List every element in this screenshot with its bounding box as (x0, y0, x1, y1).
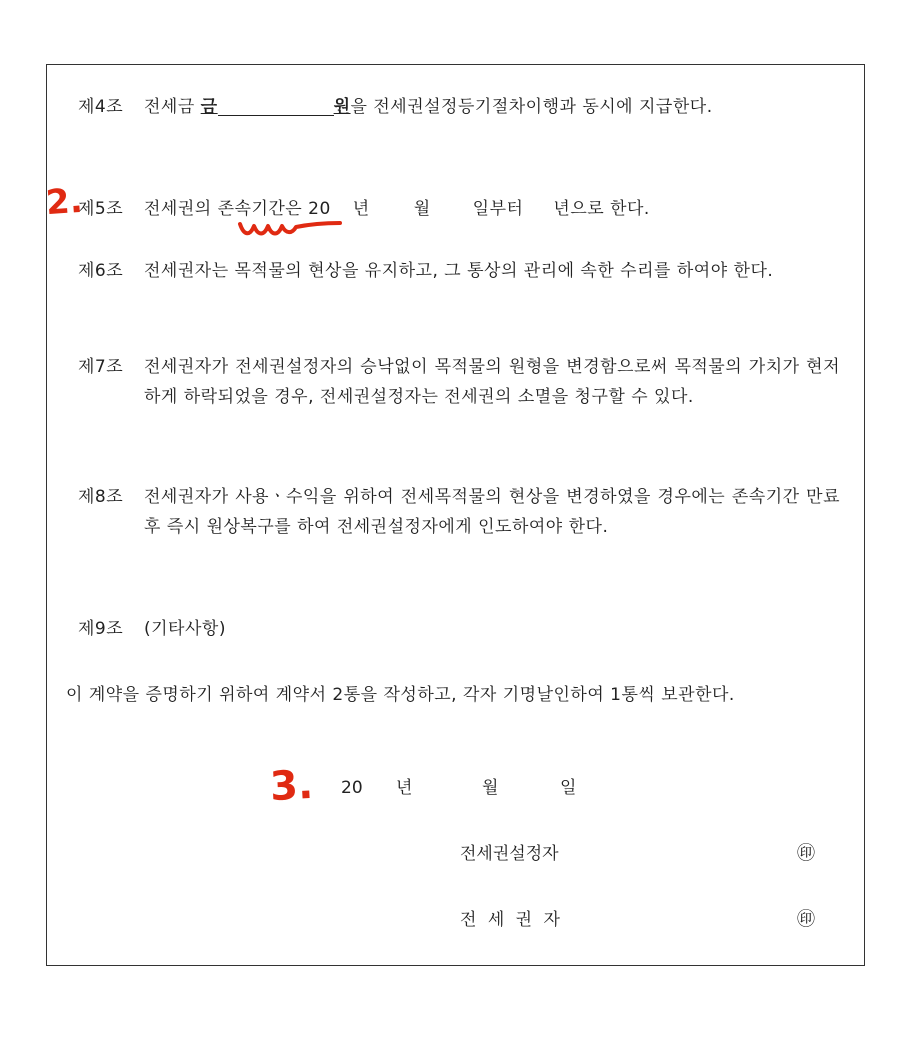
article-number: 제5조 (78, 199, 124, 219)
article-number: 제8조 (78, 487, 124, 507)
article-7 (78, 352, 840, 412)
article-number: 제9조 (78, 619, 124, 639)
article-9 (78, 614, 840, 644)
term-text: 전세권의 (144, 199, 218, 219)
date-year-prefix: 20 (341, 778, 363, 798)
article-6 (78, 256, 840, 286)
date-month: 월 (482, 778, 499, 798)
article-5 (78, 194, 840, 224)
article-text: (기타사항) (144, 619, 226, 639)
term-highlight: 존속기간은 (217, 199, 303, 219)
article-8 (78, 482, 840, 542)
article-text (144, 92, 840, 122)
annotation-mark-2: 2. (44, 180, 84, 224)
article-number: 제6조 (78, 261, 124, 281)
term-day: 일부터 (472, 199, 524, 219)
amount-blank (218, 95, 334, 116)
lessor-label: 전세권설정자 (460, 844, 559, 864)
term-month: 월 (413, 199, 431, 219)
article-text: 전세권자가 사용ㆍ수익을 위하여 전세목적물의 현상을 변경하였을 경우에는 존속기간 만료 후 즉시 원상복구를 하여 전세권설정자에게 인도하여야 한다. (144, 487, 840, 537)
lessee-label: 전 세 권 자 (460, 910, 563, 930)
amount-start: 금 (200, 97, 218, 117)
deposit-text: 을 전세권설정등기절차이행과 동시에 지급한다. (350, 97, 713, 117)
article-number: 제7조 (78, 357, 124, 377)
annotation-mark-3: 3. (268, 761, 315, 811)
article-4 (78, 92, 840, 122)
closing-paragraph: 이 계약을 증명하기 위하여 계약서 2통을 작성하고, 각자 기명날인하여 1통씩 보관한다. (66, 685, 735, 705)
date-day: 일 (560, 778, 577, 798)
term-year-prefix: 20 (308, 199, 331, 219)
amount-end: 원 (333, 97, 351, 117)
date-year: 년 (396, 778, 413, 798)
deposit-label: 전세금 (144, 97, 201, 117)
term-year: 년 (352, 199, 370, 219)
article-text: 전세권자가 전세권설정자의 승낙없이 목적물의 원형을 변경함으로써 목적물의 가치가 현저하게 하락되었을 경우, 전세권설정자는 전세권의 소멸을 청구할 수 있다. (144, 357, 840, 407)
article-number: 제4조 (78, 97, 124, 117)
article-text: 전세권자는 목적물의 현상을 유지하고, 그 통상의 관리에 속한 수리를 하여야 한다. (144, 261, 774, 281)
seal-icon: ㊞ (797, 909, 815, 930)
wavy-underline-mark (236, 216, 346, 240)
seal-icon: ㊞ (797, 843, 815, 864)
term-duration: 년으로 한다. (553, 199, 650, 219)
